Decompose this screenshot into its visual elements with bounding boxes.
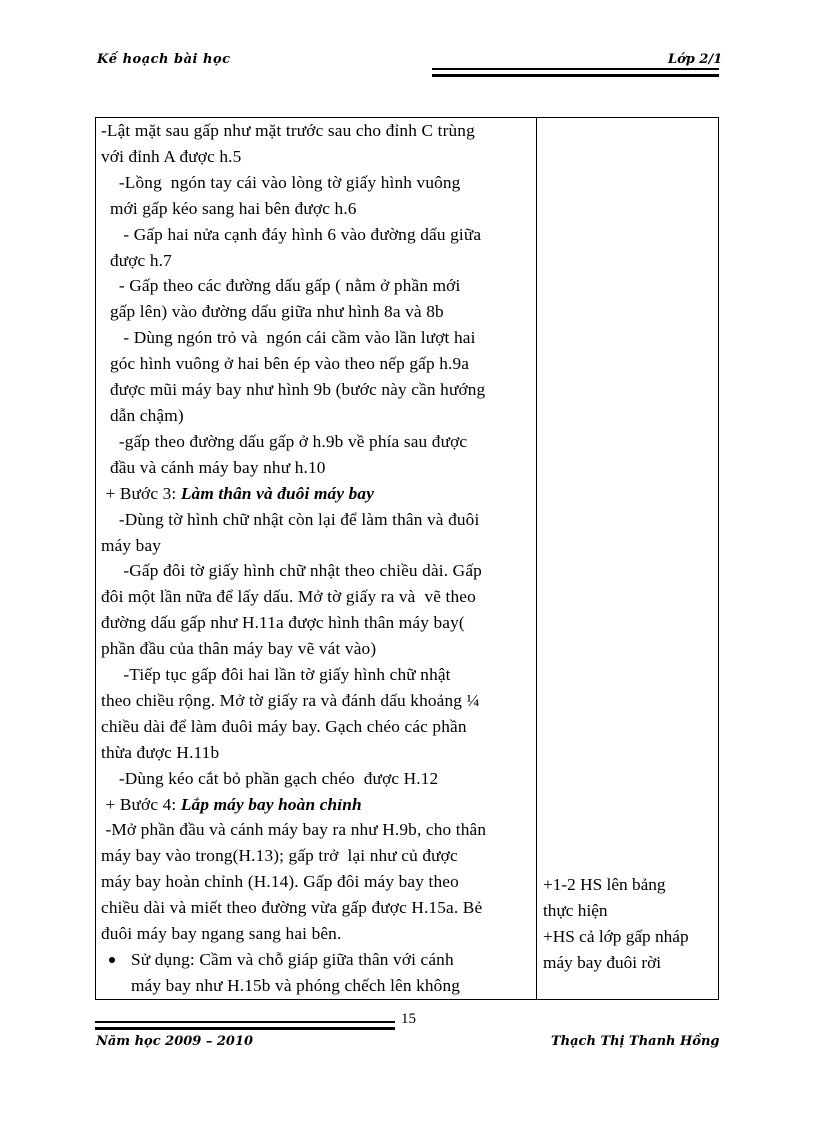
header-rule-thin [432,68,719,70]
text-line: với đỉnh A được h.5 [101,146,242,166]
text-line: đuôi máy bay ngang sang hai bên. [101,924,342,944]
text-line: phần đầu của thân máy bay vẽ vát vào) [101,639,377,659]
footer-author: Thạch Thị Thanh Hồng [551,1034,720,1049]
text-line: theo chiều rộng. Mở tờ giấy ra và đánh dấu khoảng ¼ [101,690,480,710]
text-line: chiều dài và miết theo đường vừa gấp được H.15a. Bẻ [101,898,483,918]
text-line: - Gấp theo các đường dấu gấp ( nằm ở phần mới [101,276,461,296]
header-left-title: Kế hoạch bài học [97,52,231,67]
bullet-item [101,947,533,973]
step-3-heading [101,481,533,507]
text-line: gấp lên) vào đường dấu giữa như hình 8a và 8b [101,302,444,322]
text-line: thực hiện [543,900,608,920]
text-line: đôi một lần nữa để lấy dấu. Mở tờ giấy ra và vẽ theo [101,587,476,607]
bullet-text: Sử dụng: Cầm và chỗ giáp giữa thân với cánh [131,950,454,969]
step-4-heading [101,792,533,818]
text-line: -Lồng ngón tay cái vào lòng tờ giấy hình vuông [101,172,461,192]
text-line: máy bay hoàn chỉnh (H.14). Gấp đôi máy bay theo [101,872,459,892]
bullet-dot-icon [109,957,115,963]
text-line: được mũi máy bay như hình 9b (bước này cần hướng [101,380,486,400]
text-line: máy bay vào trong(H.13); gấp trở lại như củ được [101,846,458,866]
text-line: -Dùng kéo cắt bỏ phần gạch chéo được H.12 [101,768,439,788]
text-line: -Dùng tờ hình chữ nhật còn lại để làm thân và đuôi [101,509,480,529]
header-rule-thick [432,74,719,77]
footer-rule-thin [95,1021,395,1023]
footer-rule-thick [95,1027,395,1030]
text-line: máy bay [101,535,162,555]
text-line: máy bay như H.15b và phóng chếch lên không [131,975,461,995]
text-line: dẫn chậm) [101,405,184,425]
header-class-label: Lớp 2/1 [668,52,723,67]
step-4-title: Lắp máy bay hoàn chỉnh [180,794,362,814]
table-column-divider [536,117,537,1000]
text-line: được h.7 [101,250,172,270]
text-line: đường dấu gấp như H.11a được hình thân máy bay( [101,613,465,633]
text-line: thừa được H.11b [101,742,220,762]
text-line: +1-2 HS lên bảng [543,875,666,894]
text-line: đầu và cánh máy bay như h.10 [101,457,326,477]
page-number: 15 [401,1011,416,1027]
text-line: -Tiếp tục gấp đôi hai lần tờ giấy hình chữ nhật [101,665,451,685]
text-line: máy bay đuôi rời [543,952,662,972]
step-4-prefix: + Bước 4: [101,794,181,814]
student-activity-column [543,872,715,976]
text-line: góc hình vuông ở hai bên ép vào theo nếp gấp h.9a [101,354,470,374]
text-line: - Gấp hai nửa cạnh đáy hình 6 vào đường dấu giữa [101,224,482,244]
text-line: chiều dài để làm đuôi máy bay. Gạch chéo các phần [101,716,467,736]
text-line: -gấp theo đường dấu gấp ở h.9b về phía sau được [101,431,468,451]
text-line: +HS cả lớp gấp nháp [543,926,689,946]
text-line: -Gấp đôi tờ giấy hình chữ nhật theo chiều dài. Gấp [101,561,482,581]
text-line: -Lật mặt sau gấp như mặt trước sau cho đỉnh C trùng [101,121,475,140]
text-line: - Dùng ngón trỏ và ngón cái cầm vào lần lượt hai [101,328,476,348]
step-3-prefix: + Bước 3: [101,483,181,503]
teacher-activity-column [101,118,533,999]
step-3-title: Làm thân và đuôi máy bay [180,483,375,503]
text-line: -Mở phần đầu và cánh máy bay ra như H.9b, cho thân [101,820,487,840]
text-line: mới gấp kéo sang hai bên được h.6 [101,198,357,218]
footer-school-year: Năm học 2009 – 2010 [96,1034,254,1049]
